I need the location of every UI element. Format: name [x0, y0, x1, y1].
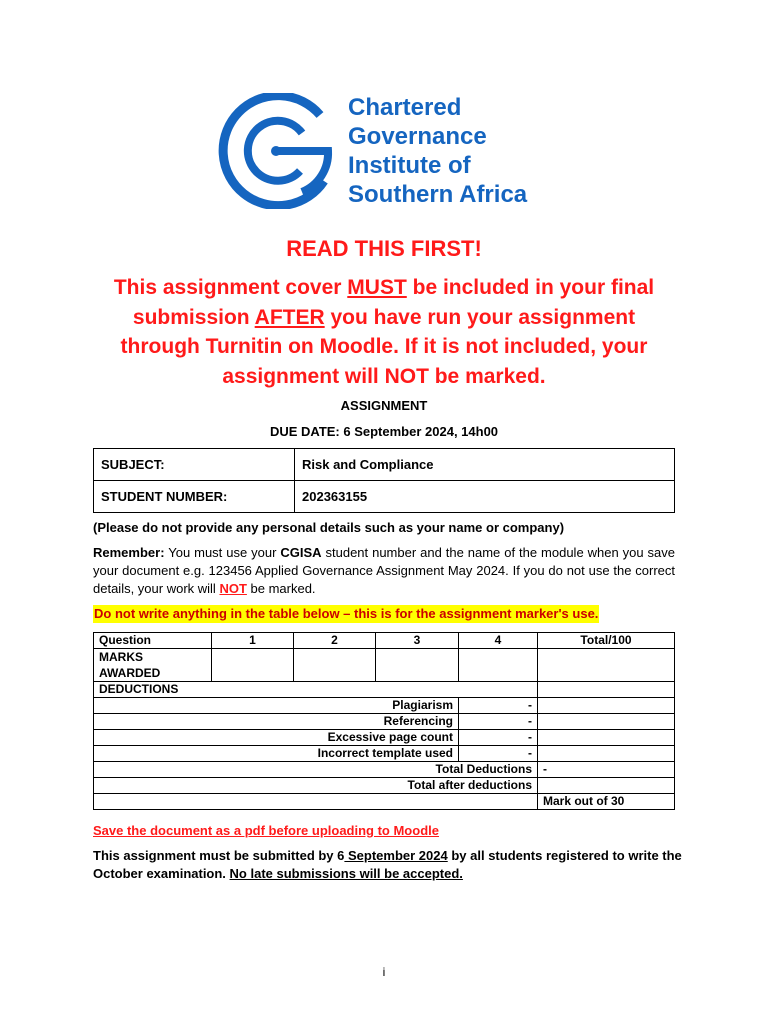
table-row: [94, 762, 675, 778]
question-2-header: 2: [294, 633, 376, 649]
question-3-header: 3: [376, 633, 459, 649]
marks-cell: [538, 698, 675, 714]
total-header: Total/100: [538, 633, 675, 649]
marks-cell: [459, 649, 538, 682]
marks-cell: [294, 649, 376, 682]
logo-line: Governance: [348, 123, 487, 150]
question-1-header: 1: [212, 633, 294, 649]
student-number-label: STUDENT NUMBER:: [94, 481, 295, 513]
marks-cell: [212, 649, 294, 682]
plagiarism-value: -: [459, 698, 538, 714]
warning-text: This assignment cover: [113, 276, 348, 299]
logo-line: Institute of: [348, 152, 471, 179]
read-first-heading: READ THIS FIRST!: [286, 236, 482, 261]
submission-warning: [94, 273, 674, 391]
total-deductions-label: Total Deductions: [94, 762, 538, 778]
table-row: [94, 714, 675, 730]
remember-text: be marked.: [246, 581, 316, 596]
deadline-text: This assignment must be submitted by 6: [93, 848, 345, 863]
table-row: [94, 633, 675, 649]
marks-cell: [538, 714, 675, 730]
table-row: [94, 778, 675, 794]
table-row: [94, 481, 675, 513]
referencing-label: Referencing: [94, 714, 459, 730]
student-number-value: 202363155: [295, 481, 675, 513]
total-after-label: Total after deductions: [94, 778, 538, 794]
question-4-header: 4: [459, 633, 538, 649]
table-row: [94, 794, 675, 810]
not-emphasis: NOT: [219, 581, 247, 596]
cgisa-logo: [216, 93, 546, 209]
marks-cell: [376, 649, 459, 682]
table-row: [94, 698, 675, 714]
total-deductions-value: -: [538, 762, 675, 778]
marks-table: [93, 632, 675, 810]
save-pdf-notice: Save the document as a pdf before uploading to Moodle: [93, 823, 439, 838]
marker-use-warning: Do not write anything in the table below – this is for the assignment marker's use.: [94, 606, 599, 621]
remember-paragraph: [93, 544, 675, 598]
page-number: i: [382, 965, 386, 979]
logo-text: [348, 93, 527, 209]
warning-text: you have run your assignment through Turnitin on Moodle. If it is not included, your assignment will NOT be marked.: [120, 305, 648, 388]
must-emphasis: MUST: [347, 276, 407, 299]
marks-cell: [538, 746, 675, 762]
due-date: DUE DATE: 6 September 2024, 14h00: [269, 424, 499, 439]
remember-label: Remember:: [93, 545, 165, 560]
table-row: [94, 682, 675, 698]
no-late-notice: No late submissions will be accepted.: [229, 866, 463, 881]
warning-text: be included in your final submission: [132, 276, 655, 329]
cgisa-logo-mark-icon: [216, 93, 342, 209]
logo-line: Chartered: [348, 94, 462, 121]
subject-value: Risk and Compliance: [295, 449, 675, 481]
privacy-note: (Please do not provide any personal details such as your name or company): [93, 520, 565, 535]
table-row: [94, 746, 675, 762]
template-label: Incorrect template used: [94, 746, 459, 762]
deadline-date: September 2024: [344, 848, 448, 863]
marks-awarded-label: MARKS AWARDED: [94, 649, 212, 682]
table-row: [94, 449, 675, 481]
marks-cell: [538, 730, 675, 746]
marks-cell: [538, 778, 675, 794]
deadline-paragraph: [93, 847, 683, 883]
plagiarism-label: Plagiarism: [94, 698, 459, 714]
deadline-text: by all students registered to write the October examination.: [93, 848, 682, 881]
assignment-label: ASSIGNMENT: [340, 398, 428, 413]
referencing-value: -: [459, 714, 538, 730]
page-count-label: Excessive page count: [94, 730, 459, 746]
question-header: Question: [94, 633, 212, 649]
cgisa-emphasis: CGISA: [280, 545, 322, 560]
table-row: [94, 649, 675, 682]
remember-text: student number and the name of the module when you save your document e.g. 123456 Applied Governance Assignment May 2024. If you do not use the correct details, your work will: [93, 545, 676, 596]
table-row: [94, 730, 675, 746]
logo-line: Southern Africa: [348, 181, 528, 208]
marks-cell: [538, 682, 675, 698]
page-count-value: -: [459, 730, 538, 746]
mark-out-of-label: Mark out of 30: [538, 794, 675, 810]
template-value: -: [459, 746, 538, 762]
marks-cell: [94, 794, 538, 810]
subject-label: SUBJECT:: [94, 449, 295, 481]
marks-cell: [538, 649, 675, 682]
student-info-table: [93, 448, 675, 513]
after-emphasis: AFTER: [254, 305, 325, 329]
deductions-label: DEDUCTIONS: [94, 682, 538, 698]
remember-text: You must use your: [164, 545, 281, 560]
